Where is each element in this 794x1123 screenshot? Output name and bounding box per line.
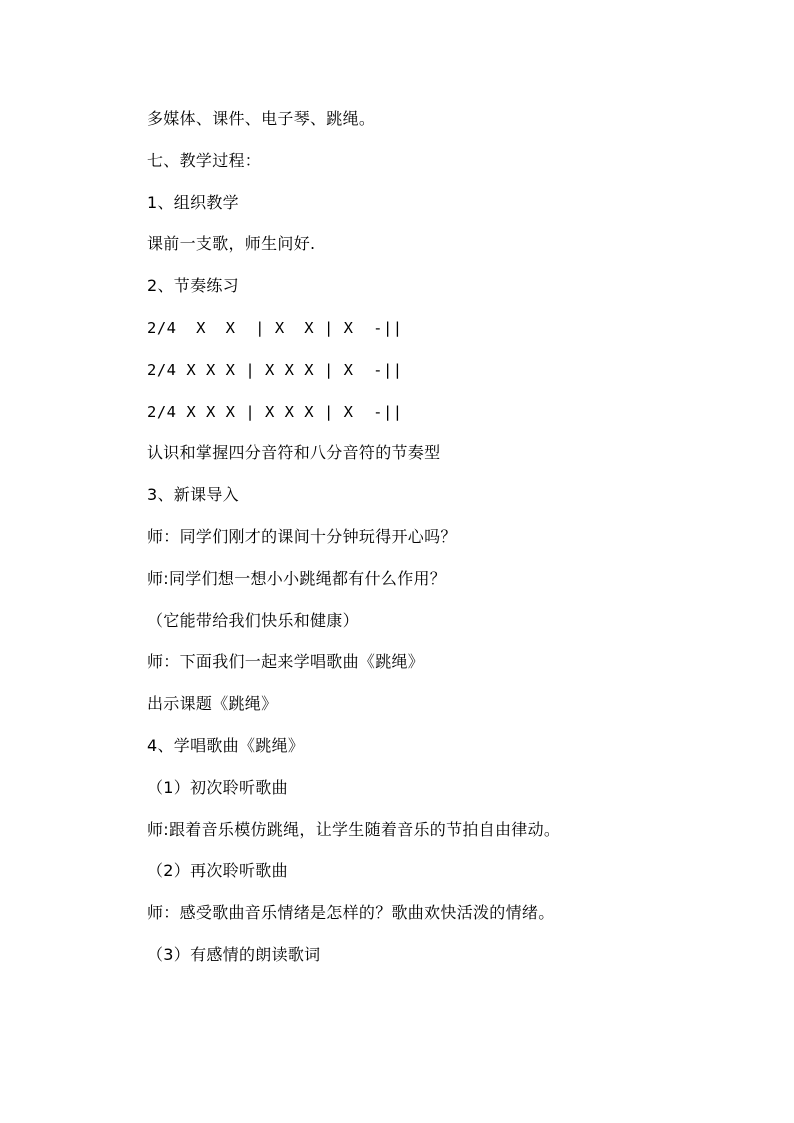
dialogue-line-5: 师：感受歌曲音乐情绪是怎样的？歌曲欢快活泼的情绪。 [147,903,555,923]
step-heading-learn-song: 4、学唱歌曲《跳绳》 [147,735,305,755]
dialogue-line-2: 师:同学们想一想小小跳绳都有什么作用？ [147,568,447,588]
dialogue-line-1: 师：同学们刚才的课间十分钟玩得开心吗？ [147,526,457,546]
document-body [147,104,667,982]
answer-line: （它能带给我们快乐和健康） [147,610,359,630]
dialogue-line-3: 师：下面我们一起来学唱歌曲《跳绳》 [147,652,425,672]
rhythm-line-1: 2/4 X X | X X | X -|| [147,318,403,337]
paragraph-show-title: 出示课题《跳绳》 [147,694,278,714]
paragraph-rhythm-note: 认识和掌握四分音符和八分音符的节奏型 [147,443,441,463]
substep-read-lyrics: （3）有感情的朗读歌词 [147,944,321,964]
dialogue-line-4: 师:跟着音乐模仿跳绳，让学生随着音乐的节拍自由律动。 [147,819,561,839]
section-heading-teaching-process: 七、教学过程： [147,150,262,170]
materials-line: 多媒体、课件、电子琴、跳绳。 [147,109,376,128]
substep-second-listen: （2）再次聆听歌曲 [147,861,288,881]
step-heading-rhythm: 2、节奏练习 [147,276,239,296]
rhythm-line-3: 2/4 X X X | X X X | X -|| [147,402,403,421]
step-heading-organize: 1、组织教学 [147,192,239,212]
rhythm-line-2: 2/4 X X X | X X X | X -|| [147,360,403,379]
paragraph-song-greeting: 课前一支歌，师生问好. [147,234,316,254]
step-heading-intro: 3、新课导入 [147,485,239,505]
substep-first-listen: （1）初次聆听歌曲 [147,777,288,797]
